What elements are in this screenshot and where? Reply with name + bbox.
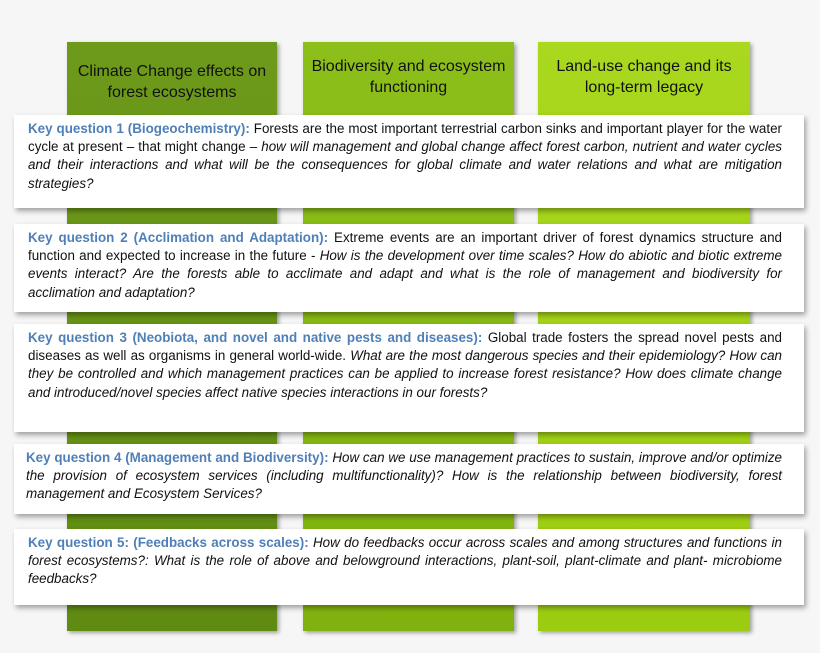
key-question-label: Key question 4 (Management and Biodiversity) (26, 450, 325, 465)
key-question-text: Global trade fosters the spread novel pests and diseases as well as organisms in general world-wide. (28, 330, 783, 364)
key-question-label: Key question 3 (Neobiota, and novel and native pests and diseases) (28, 330, 478, 345)
key-question-label: Key question 2 (Acclimation and Adaptation) (28, 230, 324, 245)
key-question-separator: : (323, 230, 335, 245)
key-question-italic: How do feedbacks occur across scales and among structures and functions in forest ecosystems?: What is the role of above and belowground interactions, plant-soil, plant-climate and plant- microbiome feedbacks? (28, 535, 782, 587)
key-question-4-box (14, 444, 804, 514)
key-question-italic: How is the development over time scales? How do abiotic and biotic extreme events interact? Are the forests able to acclimate and adapt and what is the role of management and biodiversity for acclimation and adaptation? (28, 248, 782, 300)
key-question-italic: How can we use management practices to sustain, improve and/or optimize the provision of ecosystem services (including multifunctionality)? How is the relationship between biodiversity, forest management and Ecosystem Services? (26, 450, 782, 502)
key-question-separator: : (324, 450, 333, 465)
column-title: Biodiversity and ecosystem functioning (311, 58, 506, 96)
key-question-1-box (14, 115, 804, 208)
key-question-2-box (14, 224, 804, 312)
key-question-5-box (14, 529, 804, 605)
key-question-separator: : (477, 330, 488, 345)
key-question-text: Forests are the most important terrestrial carbon sinks and important player for the water cycle at present – that might change – (28, 121, 782, 155)
column-title: Climate Change effects on forest ecosystems (77, 63, 267, 101)
key-question-text: Extreme events are an important driver of forest dynamics structure and function and expected to increase in the future - (28, 230, 782, 264)
key-question-italic: how will management and global change affect forest carbon, nutrient and water cycles and their interactions and what will be the consequences for global climate and water relations and what are mitigation strategies? (28, 139, 782, 191)
key-question-3-box (14, 324, 804, 432)
key-question-label: Key question 5: (Feedbacks across scales): (28, 535, 309, 550)
key-question-separator: : (245, 121, 254, 136)
key-question-label: Key question 1 (Biogeochemistry) (28, 121, 246, 136)
key-question-italic: What are the most dangerous species and their epidemiology? How can they be controlled and which management practices can be applied to increase forest resistance? How does climate change and introduced/novel species affect native species interactions in our forests? (28, 348, 782, 400)
column-title: Land-use change and its long-term legacy (556, 58, 732, 96)
